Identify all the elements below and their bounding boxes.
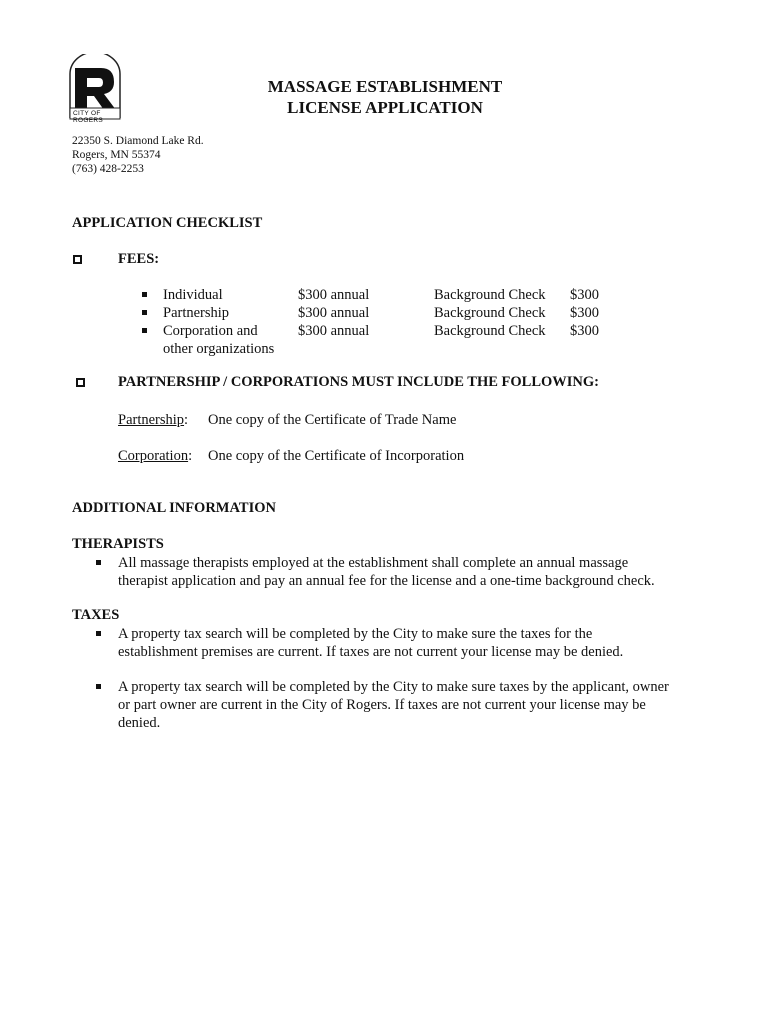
partnership-requirement — [118, 411, 188, 429]
bullet-icon — [96, 631, 101, 636]
taxes-item-2-line-1: A property tax search will be completed by the City to make sure taxes by the applicant, owner — [118, 679, 669, 695]
additional-heading: ADDITIONAL INFORMATION — [72, 500, 276, 516]
bullet-icon — [142, 310, 147, 315]
taxes-item-2 — [118, 678, 669, 732]
partnership-text: One copy of the Certificate of Trade Name — [208, 412, 457, 428]
fee-type: Partnership — [163, 305, 230, 321]
fee-type: Corporation and — [163, 323, 258, 339]
fee-amount: $300 annual — [298, 323, 370, 339]
checklist-heading: APPLICATION CHECKLIST — [72, 215, 263, 231]
background-check-fee: $300 — [570, 287, 599, 303]
fees-label: FEES: — [118, 251, 160, 267]
taxes-item-1-line-2: establishment premises are current. If taxes are not current your license may be denied. — [118, 644, 624, 660]
corporation-requirement — [118, 447, 192, 465]
address-block — [72, 134, 204, 176]
taxes-item-1-line-1: A property tax search will be completed by the City to make sure the taxes for the — [118, 626, 593, 642]
background-check: Background Check — [434, 287, 546, 303]
fee-amount: $300 annual — [298, 287, 370, 303]
therapists-line-1: All massage therapists employed at the establishment shall complete an annual massage — [118, 555, 629, 571]
bullet-icon — [142, 292, 147, 297]
bullet-icon — [96, 560, 101, 565]
background-check: Background Check — [434, 323, 546, 339]
bullet-icon — [142, 328, 147, 333]
corporation-colon: : — [188, 448, 193, 464]
partnership-heading: PARTNERSHIP / CORPORATIONS MUST INCLUDE THE FOLLOWING: — [118, 374, 600, 390]
fee-type-continued: other organizations — [163, 341, 275, 357]
corporation-text: One copy of the Certificate of Incorporation — [208, 448, 465, 464]
title-line-2: LICENSE APPLICATION — [287, 98, 483, 117]
corporation-label: Corporation — [118, 448, 189, 464]
address-city: Rogers, MN 55374 — [72, 149, 161, 161]
fee-type: Individual — [163, 287, 223, 303]
background-check-fee: $300 — [570, 323, 599, 339]
logo-text: CITY OF ROGERS — [73, 110, 103, 124]
bullet-icon — [96, 684, 101, 689]
city-logo — [66, 54, 124, 122]
address-phone: (763) 428-2253 — [72, 163, 144, 175]
therapists-heading: THERAPISTS — [72, 536, 164, 552]
title-line-1: MASSAGE ESTABLISHMENT — [267, 77, 503, 96]
taxes-item-2-line-3: denied. — [118, 715, 161, 731]
taxes-item-1 — [118, 625, 623, 661]
background-check: Background Check — [434, 305, 546, 321]
taxes-item-2-line-2: or part owner are current in the City of Rogers. If taxes are not current your license may be — [118, 697, 646, 713]
page-title — [200, 76, 570, 118]
taxes-heading: TAXES — [72, 607, 120, 623]
partnership-label: Partnership — [118, 412, 185, 428]
fee-amount: $300 annual — [298, 305, 370, 321]
therapists-item — [118, 554, 655, 590]
therapists-line-2: therapist application and pay an annual fee for the license and a one-time background check. — [118, 573, 655, 589]
address-street: 22350 S. Diamond Lake Rd. — [72, 135, 204, 147]
fees-checkbox[interactable] — [73, 255, 82, 264]
partnership-colon: : — [184, 412, 189, 428]
background-check-fee: $300 — [570, 305, 599, 321]
partnership-checkbox[interactable] — [76, 378, 85, 387]
